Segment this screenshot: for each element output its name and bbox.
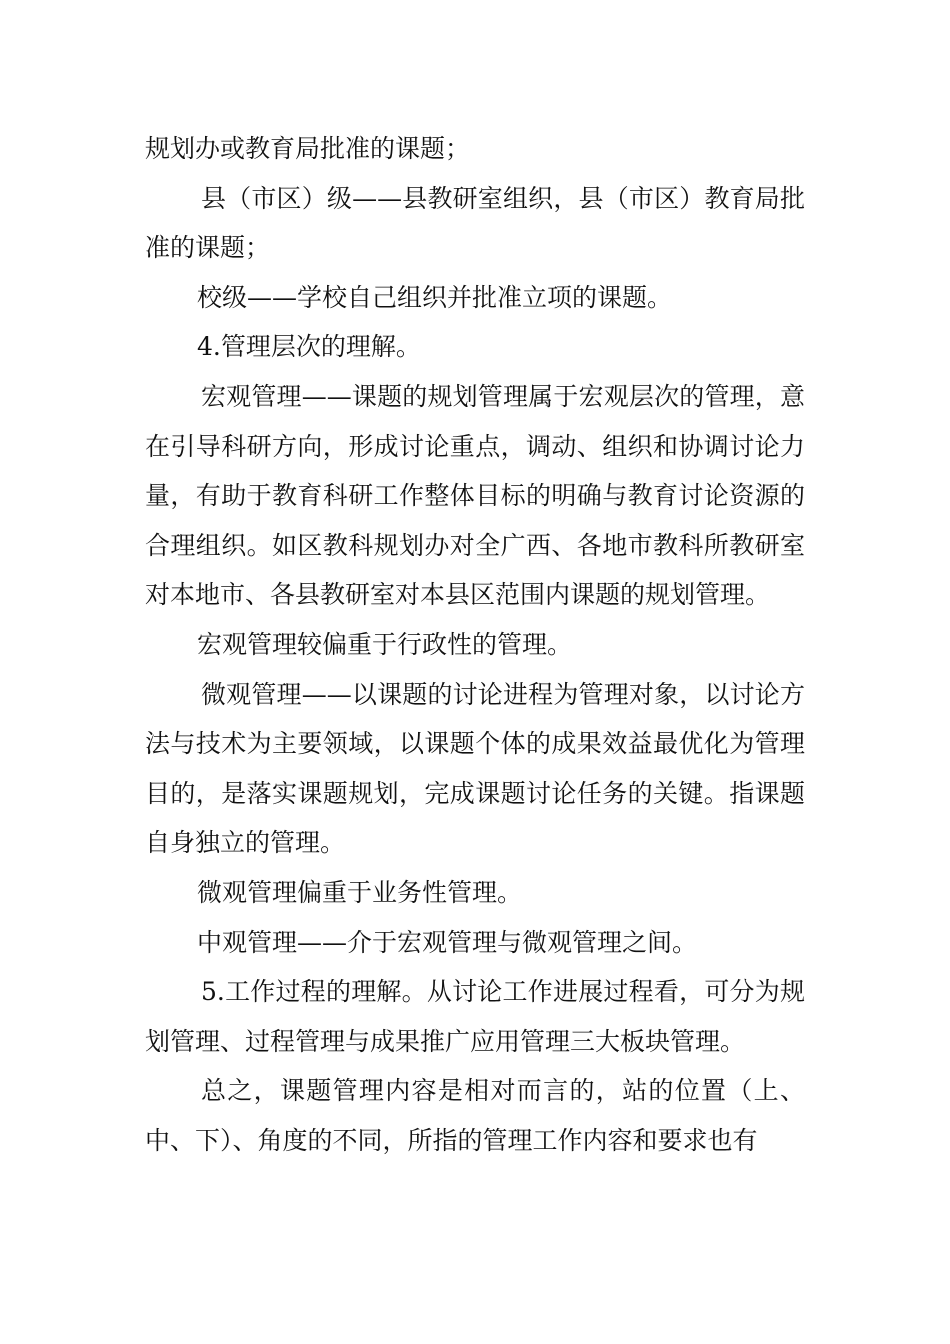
paragraph-summary: 总之，课题管理内容是相对而言的，站的位置（上、中、下）、角度的不同，所指的管理工作内容和要求也有 xyxy=(145,1076,805,1155)
document-body xyxy=(145,124,805,1165)
paragraph-heading-management-levels: 4.管理层次的理解。 xyxy=(197,332,421,362)
paragraph-county-level: 县（市区）级——县教研室组织，县（市区）教育局批准的课题； xyxy=(145,183,805,263)
paragraph-continuation: 规划办或教育局批准的课题； xyxy=(145,134,471,163)
paragraph-macro-management: 宏观管理——课题的规划管理属于宏观层次的管理，意在引导科研方向，形成讨论重点，调动、组织和协调讨论力量，有助于教育科研工作整体目标的明确与教育讨论资源的合理组织。如区教科规划办对全广西、各地市教科所教研室对本地市、各县教研室对本县区范围内课题的规划管理。 xyxy=(145,381,805,610)
paragraph-macro-administrative: 宏观管理较偏重于行政性的管理。 xyxy=(197,629,573,659)
paragraph-school-level: 校级——学校自己组织并批准立项的课题。 xyxy=(197,282,673,312)
paragraph-meso-management: 中观管理——介于宏观管理与微观管理之间。 xyxy=(197,927,698,957)
paragraph-micro-business: 微观管理偏重于业务性管理。 xyxy=(197,877,523,907)
paragraph-micro-management: 微观管理——以课题的讨论进程为管理对象，以讨论方法与技术为主要领域，以课题个体的成果效益最优化为管理目的，是落实课题规划，完成课题讨论任务的关键。指课题自身独立的管理。 xyxy=(145,679,805,858)
paragraph-work-process: 5.工作过程的理解。从讨论工作进展过程看，可分为规划管理、过程管理与成果推广应用管理三大板块管理。 xyxy=(145,977,805,1056)
